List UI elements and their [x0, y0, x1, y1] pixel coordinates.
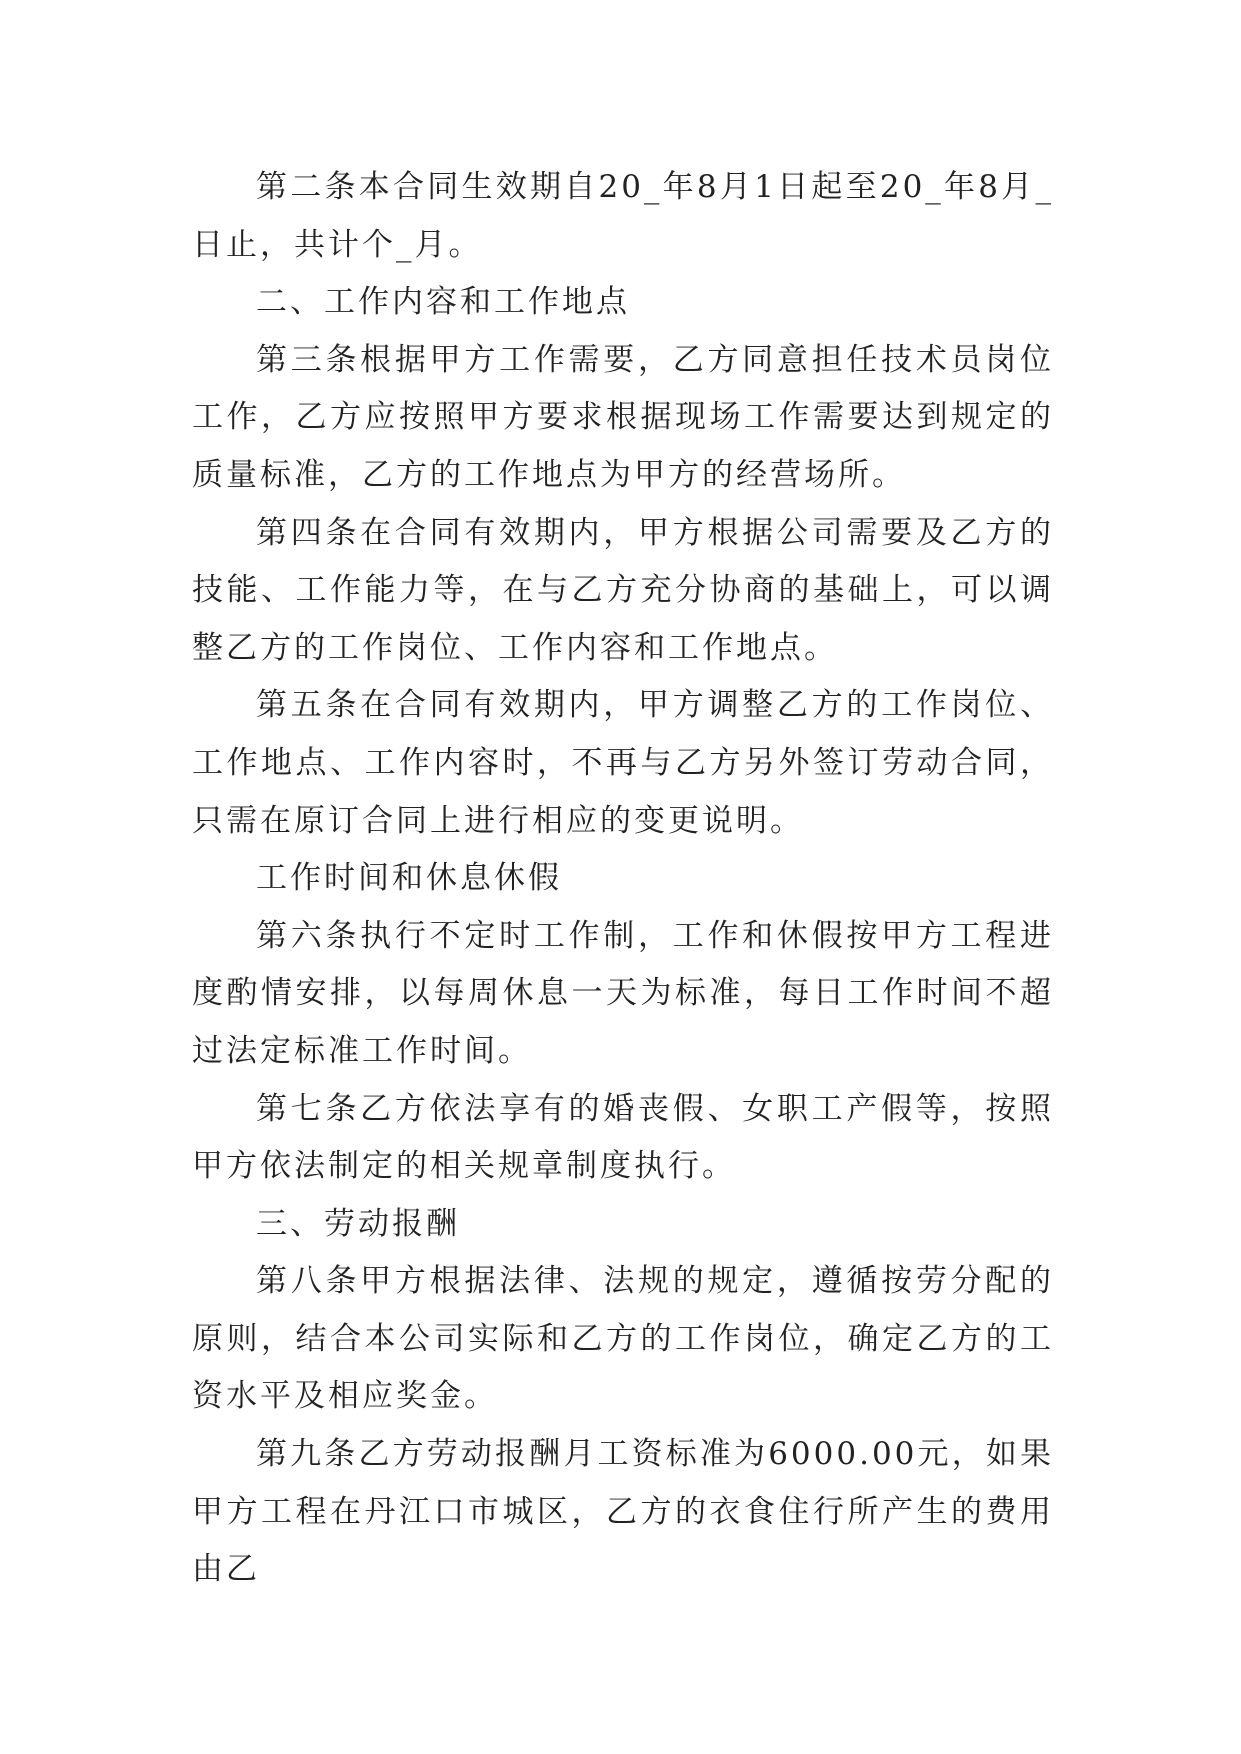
paragraph-article-8: 第八条甲方根据法律、法规的规定，遵循按劳分配的原则，结合本公司实际和乙方的工作岗位，确定乙方的工资水平及相应奖金。 — [192, 1263, 1054, 1415]
section-heading-work-hours: 工作时间和休息休假 — [256, 860, 562, 897]
paragraph-article-7: 第七条乙方依法享有的婚丧假、女职工产假等，按照甲方依法制定的相关规章制度执行。 — [192, 1090, 1054, 1185]
section-heading-remuneration: 三、劳动报酬 — [256, 1205, 460, 1242]
paragraph-article-5: 第五条在合同有效期内，甲方调整乙方的工作岗位、工作地点、工作内容时，不再与乙方另外签订劳动合同，只需在原订合同上进行相应的变更说明。 — [192, 687, 1054, 839]
section-heading-work-content: 二、工作内容和工作地点 — [256, 284, 630, 321]
paragraph-article-6: 第六条执行不定时工作制，工作和休假按甲方工程进度酌情安排，以每周休息一天为标准，每日工作时间不超过法定标准工作时间。 — [192, 917, 1054, 1069]
paragraph-article-4: 第四条在合同有效期内，甲方根据公司需要及乙方的技能、工作能力等，在与乙方充分协商的基础上，可以调整乙方的工作岗位、工作内容和工作地点。 — [192, 514, 1054, 666]
paragraph-article-2: 第二条本合同生效期自20_年8月1日起至20_年8月_日止，共计个_月。 — [192, 169, 1054, 263]
document-body — [192, 159, 1054, 1599]
paragraph-article-3: 第三条根据甲方工作需要，乙方同意担任技术员岗位工作，乙方应按照甲方要求根据现场工作需要达到规定的质量标准，乙方的工作地点为甲方的经营场所。 — [192, 341, 1054, 493]
paragraph-article-9: 第九条乙方劳动报酬月工资标准为6000.00元，如果甲方工程在丹江口市城区，乙方的衣食住行所产生的费用由乙 — [192, 1436, 1054, 1588]
